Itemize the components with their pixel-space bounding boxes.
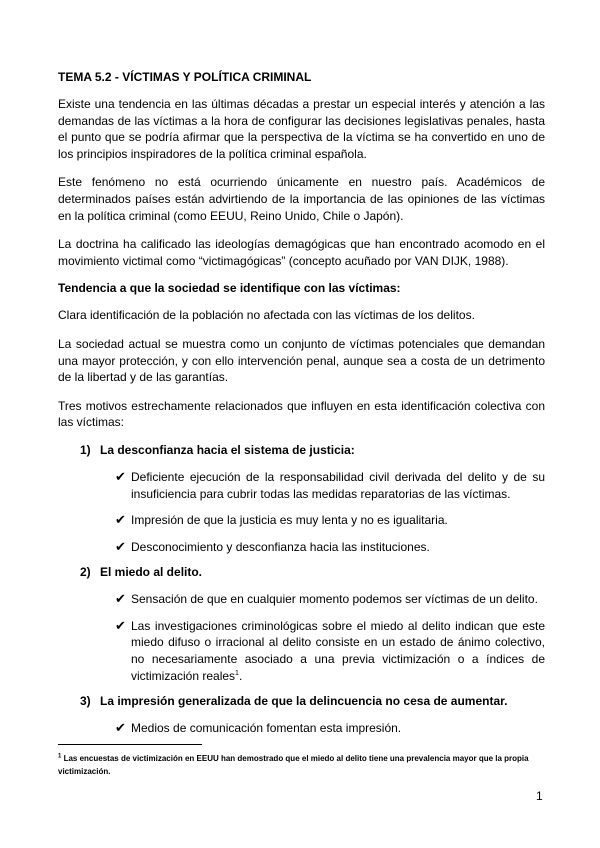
footnote-marker: 1 xyxy=(58,753,62,760)
motive-title-text: La desconfianza hacia el sistema de justicia: xyxy=(100,442,355,457)
paragraph: Tres motivos estrechamente relacionados que influyen en esta identificación colectiva con las víctimas: xyxy=(58,398,545,430)
motive-title xyxy=(80,694,545,708)
motive-title xyxy=(80,443,545,457)
page-number: 1 xyxy=(536,789,543,803)
paragraph: Existe una tendencia en las últimas décadas a prestar un especial interés y atención a las demandas de las víctimas a la hora de configurar las decisiones legislativas penales, hasta el punto que se podría afirmar que la perspectiva de la víctima se ha convertido en uno de los principios inspiradores de la política criminal española. xyxy=(58,97,545,161)
check-icon: ✔ xyxy=(115,591,126,607)
footnote-reference[interactable]: 1 xyxy=(235,669,239,677)
list-item xyxy=(115,512,545,529)
check-icon: ✔ xyxy=(115,617,126,633)
check-icon: ✔ xyxy=(115,720,126,736)
section-heading: Tendencia a que la sociedad se identifique con las víctimas: xyxy=(58,281,401,296)
motive-title-text: El miedo al delito. xyxy=(100,565,203,580)
list-item-text: Las investigaciones criminológicas sobre el miedo al delito indican que este miedo difuso o irracional al delito consiste en un estado de ánimo colectivo, no necesariamente asociado a una previa victimización o a índices de victimización reales xyxy=(131,618,545,683)
list-item xyxy=(115,469,545,502)
list-item xyxy=(115,539,545,556)
motive-number: 1) xyxy=(80,442,91,457)
list-item-text: Medios de comunicación fomentan esta impresión. xyxy=(131,721,402,736)
footnote-separator xyxy=(58,744,202,745)
check-icon: ✔ xyxy=(115,468,126,484)
motive-title-text: La impresión generalizada de que la delincuencia no cesa de aumentar. xyxy=(100,694,508,709)
paragraph: La doctrina ha calificado las ideologías demagógicas que han encontrado acomodo en el movimiento victimal como “victimagógicas” (concepto acuñado por VAN DIJK, 1988). xyxy=(58,237,545,268)
check-icon: ✔ xyxy=(115,538,126,554)
list-item-text: Impresión de que la justicia es muy lenta y no es igualitaria. xyxy=(131,513,448,528)
paragraph: La sociedad actual se muestra como un conjunto de víctimas potenciales que demandan una mayor protección, y con ello intervención penal, aunque sea a costa de un detrimento de la libertad y de las garantías. xyxy=(58,336,545,385)
motive-item xyxy=(58,565,545,684)
list-item: ✔ Las investigaciones criminológicas sobre el miedo al delito indican que este miedo difuso o irracional al delito consiste en un estado de ánimo colectivo, no necesariamente asociado a una previa victimización o a índices de victimización reales$^1$. xyxy=(115,617,545,683)
motive-item xyxy=(58,443,545,555)
list-item-text: Sensación de que en cualquier momento podemos ser víctimas de un delito. xyxy=(131,592,538,607)
check-icon: ✔ xyxy=(115,512,126,528)
motive-item xyxy=(58,694,545,737)
list-item-text: Deficiente ejecución de la responsabilidad civil derivada del delito y de su insuficiencia para cubrir todas las medidas reparatorias de las víctimas. xyxy=(131,469,545,501)
motive-title xyxy=(80,565,545,579)
motive-number: 3) xyxy=(80,694,91,709)
list-item xyxy=(115,591,545,608)
check-list xyxy=(58,720,545,737)
page-title: TEMA 5.2 - VÍCTIMAS Y POLÍTICA CRIMINAL xyxy=(58,70,312,84)
page-content xyxy=(58,70,545,747)
footnote-text: Las encuestas de victimización en EEUU han demostrado que el miedo al delito tiene una prevalencia mayor que la propia victimización. xyxy=(58,754,529,776)
list-item xyxy=(115,720,545,737)
list-item-text: Desconocimiento y desconfianza hacia las instituciones. xyxy=(131,539,430,554)
footnote xyxy=(58,752,545,778)
motive-number: 2) xyxy=(80,565,91,580)
check-list xyxy=(58,469,545,555)
paragraph: Clara identificación de la población no afectada con las víctimas de los delitos. xyxy=(58,308,475,323)
check-list xyxy=(58,591,545,684)
motives-list xyxy=(58,443,545,737)
paragraph: Este fenómeno no está ocurriendo únicamente en nuestro país. Académicos de determinados países están advirtiendo de la importancia de las opiniones de las víctimas en la política criminal (como EEUU, Reino Unido, Chile o Japón). xyxy=(58,175,545,223)
